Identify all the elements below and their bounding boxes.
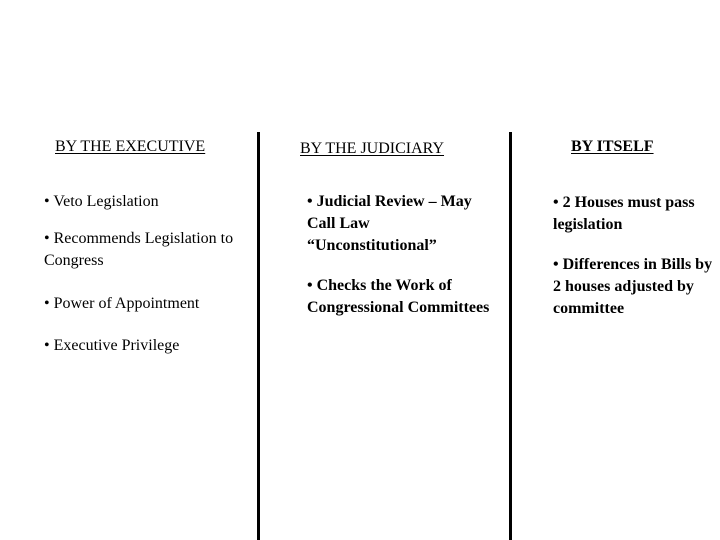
itself-item-differences: • Differences in Bills by 2 houses adjusted by committee: [553, 256, 713, 317]
executive-item-privilege: • Executive Privilege: [44, 337, 180, 354]
executive-item-recommends: • Recommends Legislation to Congress: [44, 230, 234, 269]
judiciary-item-checks: • Checks the Work of Congressional Committees: [307, 277, 490, 316]
executive-item-veto: • Veto Legislation: [44, 193, 159, 210]
executive-item-appointment: • Power of Appointment: [44, 295, 200, 312]
itself-heading: BY ITSELF: [571, 138, 654, 155]
judiciary-heading: BY THE JUDICIARY: [300, 140, 445, 157]
itself-item-two-houses: • 2 Houses must pass legislation: [553, 194, 695, 233]
executive-heading: BY THE EXECUTIVE: [55, 138, 206, 155]
column-divider-left: [257, 132, 260, 540]
judiciary-item-review: • Judicial Review – May Call Law “Unconstitutional”: [307, 193, 472, 254]
column-divider-right: [509, 132, 512, 540]
